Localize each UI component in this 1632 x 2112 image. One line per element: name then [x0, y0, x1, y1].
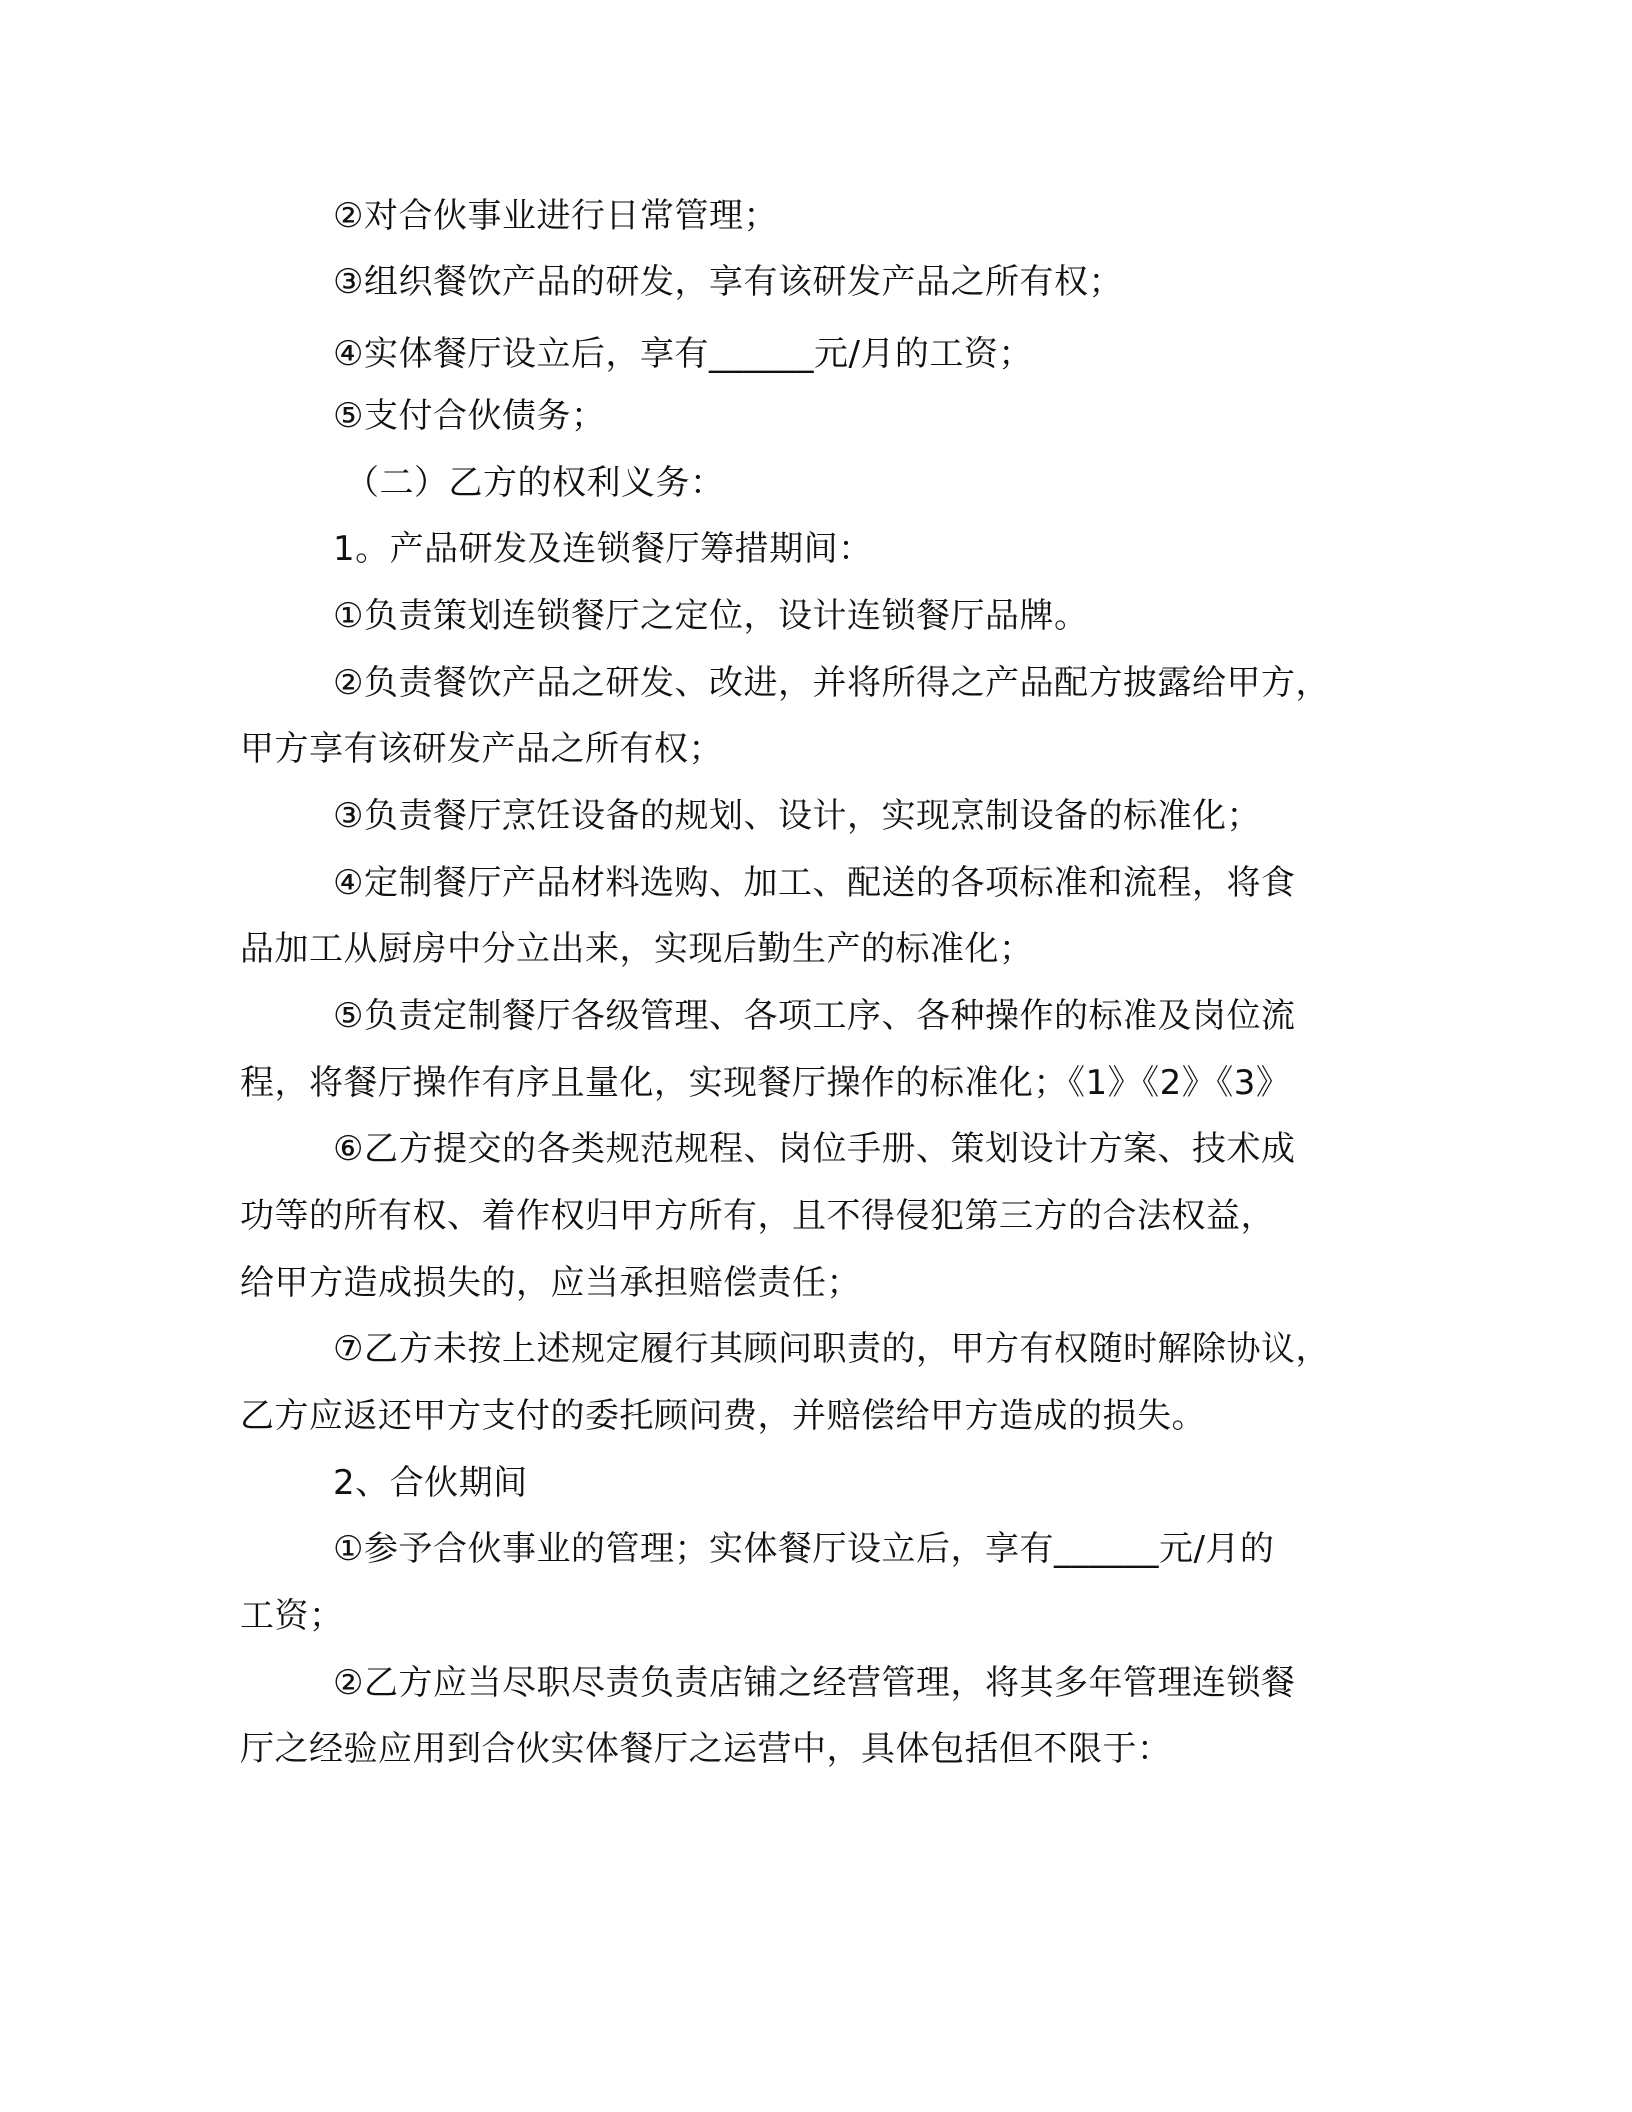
text-line: 品加工从厨房中分立出来，实现后勤生产的标准化；: [240, 929, 1034, 969]
text-line: ⑤支付合伙债务；: [333, 396, 606, 436]
text-line: 工资；: [240, 1596, 344, 1636]
text-line: 程，将餐厅操作有序且量化，实现餐厅操作的标准化；《1》《2》《3》: [240, 1063, 1291, 1103]
text-line: ②乙方应当尽职尽责负责店铺之经营管理，将其多年管理连锁餐: [333, 1663, 1296, 1703]
text-line: ⑥乙方提交的各类规范规程、岗位手册、策划设计方案、技术成: [333, 1129, 1296, 1169]
text-line: ④定制餐厅产品材料选购、加工、配送的各项标准和流程，将食: [333, 863, 1296, 903]
subsection-heading: 2、合伙期间: [333, 1463, 528, 1503]
text-line: ①负责策划连锁餐厅之定位，设计连锁餐厅品牌。: [333, 596, 1089, 636]
text-line: ③组织餐饮产品的研发，享有该研发产品之所有权；: [333, 262, 1123, 302]
text-line: ⑦乙方未按上述规定履行其顾问职责的，甲方有权随时解除协议，: [333, 1329, 1330, 1369]
subsection-heading: 1。产品研发及连锁餐厅筹措期间：: [333, 529, 873, 569]
text-line: 乙方应返还甲方支付的委托顾问费，并赔偿给甲方造成的损失。: [240, 1396, 1206, 1436]
section-heading: （二）乙方的权利义务：: [345, 463, 725, 503]
text-line: ①参予合伙事业的管理；实体餐厅设立后，享有______元/月的: [333, 1529, 1275, 1569]
text-line: 功等的所有权、着作权归甲方所有，且不得侵犯第三方的合法权益，: [240, 1196, 1275, 1236]
text-line: ③负责餐厅烹饪设备的规划、设计，实现烹制设备的标准化；: [333, 796, 1261, 836]
text-line: 给甲方造成损失的，应当承担赔偿责任；: [240, 1263, 861, 1303]
text-line: ②负责餐饮产品之研发、改进，并将所得之产品配方披露给甲方，: [333, 663, 1330, 703]
text-line: 厅之经验应用到合伙实体餐厅之运营中，具体包括但不限于：: [240, 1729, 1172, 1769]
text-line: ⑤负责定制餐厅各级管理、各项工序、各种操作的标准及岗位流: [333, 996, 1296, 1036]
text-line: ④实体餐厅设立后，享有______元/月的工资；: [333, 334, 1033, 374]
text-line: ②对合伙事业进行日常管理；: [333, 196, 778, 236]
text-line: 甲方享有该研发产品之所有权；: [240, 729, 723, 769]
